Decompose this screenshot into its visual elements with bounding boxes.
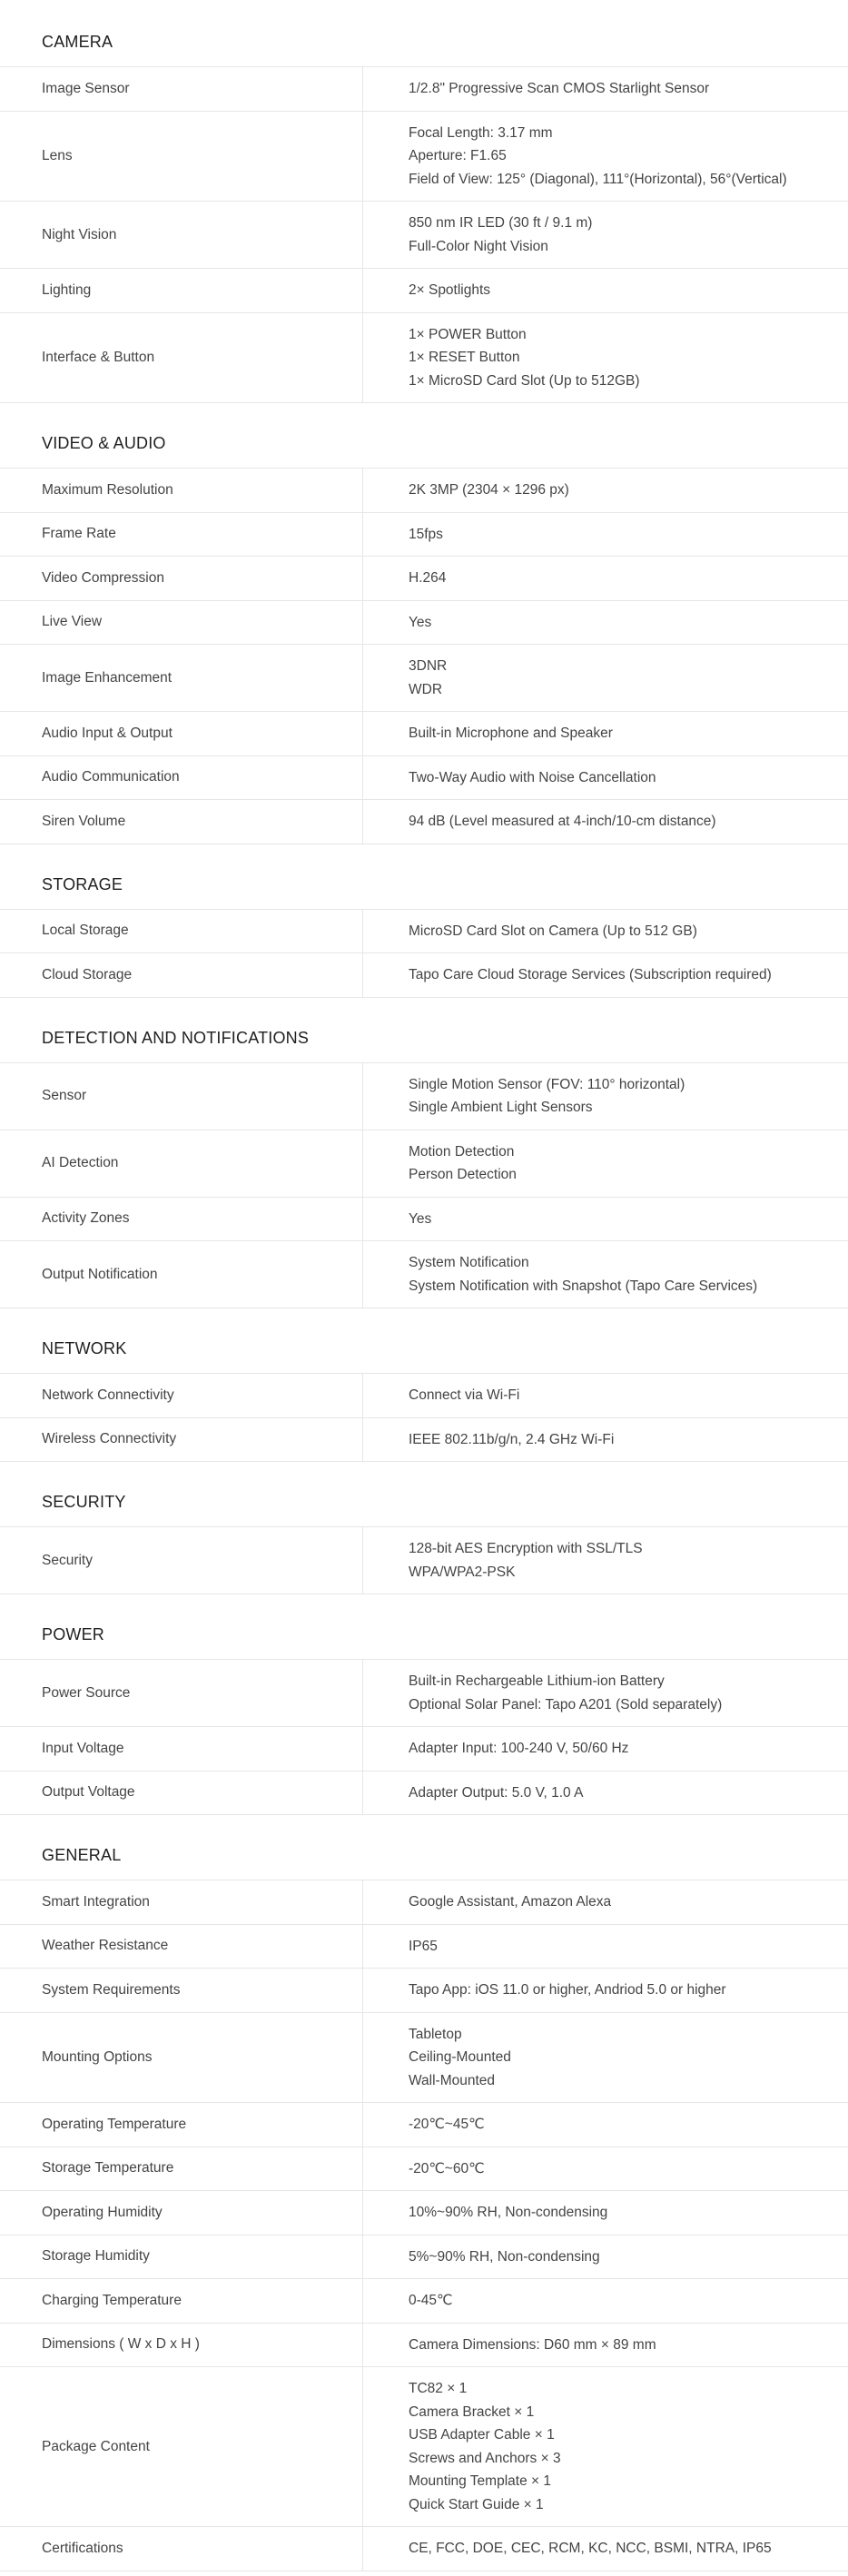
spec-row bbox=[0, 313, 848, 404]
spec-value: Single Ambient Light Sensors bbox=[409, 1100, 593, 1115]
spec-row bbox=[0, 557, 848, 601]
spec-values bbox=[363, 1527, 848, 1594]
spec-section bbox=[0, 1308, 848, 1462]
spec-value: Aperture: F1.65 bbox=[409, 148, 507, 163]
spec-label: Network Connectivity bbox=[0, 1374, 363, 1417]
spec-value: Focal Length: 3.17 mm bbox=[409, 124, 553, 141]
spec-label: Storage Humidity bbox=[0, 2235, 363, 2279]
spec-values bbox=[363, 2147, 848, 2191]
spec-values bbox=[363, 2367, 848, 2526]
section-title: CAMERA bbox=[0, 13, 848, 67]
spec-row bbox=[0, 1374, 848, 1418]
spec-values bbox=[363, 910, 848, 953]
spec-values bbox=[363, 1130, 848, 1197]
spec-values bbox=[363, 953, 848, 997]
spec-value: 1/2.8" Progressive Scan CMOS Starlight Sensor bbox=[409, 81, 710, 96]
spec-values bbox=[363, 513, 848, 557]
spec-row bbox=[0, 2279, 848, 2324]
section-title: POWER bbox=[0, 1594, 848, 1660]
spec-value: 2× Spotlights bbox=[409, 282, 491, 298]
spec-value: System Notification with Snapshot (Tapo Care Services) bbox=[409, 1278, 758, 1294]
spec-table bbox=[0, 1527, 848, 1594]
spec-section bbox=[0, 1815, 848, 2571]
spec-values bbox=[363, 1418, 848, 1462]
spec-value: Built-in Microphone and Speaker bbox=[409, 725, 613, 741]
spec-value: 1× POWER Button bbox=[409, 326, 527, 342]
spec-value: 850 nm IR LED (30 ft / 9.1 m) bbox=[409, 215, 593, 231]
spec-row bbox=[0, 67, 848, 112]
spec-row bbox=[0, 112, 848, 202]
spec-label: AI Detection bbox=[0, 1130, 363, 1197]
spec-label: System Requirements bbox=[0, 1969, 363, 2012]
spec-values bbox=[363, 2103, 848, 2147]
spec-row bbox=[0, 1660, 848, 1727]
spec-value: Two-Way Audio with Noise Cancellation bbox=[409, 769, 656, 785]
spec-row bbox=[0, 2527, 848, 2571]
spec-row bbox=[0, 2367, 848, 2527]
spec-values bbox=[363, 313, 848, 403]
spec-value: Camera Dimensions: D60 mm × 89 mm bbox=[409, 2336, 656, 2353]
spec-value: Person Detection bbox=[409, 1167, 517, 1182]
spec-label: Frame Rate bbox=[0, 513, 363, 557]
section-title: GENERAL bbox=[0, 1815, 848, 1880]
spec-values bbox=[363, 469, 848, 512]
spec-row bbox=[0, 1727, 848, 1772]
spec-table bbox=[0, 469, 848, 844]
spec-values bbox=[363, 1374, 848, 1417]
spec-value: Wall-Mounted bbox=[409, 2072, 496, 2088]
spec-section bbox=[0, 13, 848, 403]
spec-label: Night Vision bbox=[0, 202, 363, 268]
section-title: SECURITY bbox=[0, 1462, 848, 1527]
spec-row bbox=[0, 2103, 848, 2147]
spec-value: 10%~90% RH, Non-condensing bbox=[409, 2205, 608, 2220]
spec-value: 2K 3MP (2304 × 1296 px) bbox=[409, 482, 569, 498]
spec-label: Package Content bbox=[0, 2367, 363, 2526]
spec-value: Yes bbox=[409, 614, 432, 630]
spec-row bbox=[0, 756, 848, 801]
spec-values bbox=[363, 1969, 848, 2012]
spec-row bbox=[0, 2147, 848, 2192]
spec-values bbox=[363, 1063, 848, 1130]
section-title: DETECTION AND NOTIFICATIONS bbox=[0, 998, 848, 1063]
spec-value: IP65 bbox=[409, 1938, 438, 1954]
spec-row bbox=[0, 1130, 848, 1198]
spec-table bbox=[0, 1374, 848, 1462]
spec-values bbox=[363, 1925, 848, 1969]
spec-value: IEEE 802.11b/g/n, 2.4 GHz Wi-Fi bbox=[409, 1431, 615, 1447]
spec-value: System Notification bbox=[409, 1255, 529, 1270]
spec-label: Activity Zones bbox=[0, 1198, 363, 1241]
spec-label: Siren Volume bbox=[0, 800, 363, 844]
spec-row bbox=[0, 645, 848, 712]
spec-values bbox=[363, 601, 848, 645]
spec-values bbox=[363, 800, 848, 844]
spec-row bbox=[0, 269, 848, 313]
spec-row bbox=[0, 202, 848, 269]
spec-row bbox=[0, 2013, 848, 2104]
spec-row bbox=[0, 1772, 848, 1816]
spec-value: 15fps bbox=[409, 526, 443, 542]
spec-label: Dimensions ( W x D x H ) bbox=[0, 2324, 363, 2367]
spec-value: -20℃~45℃ bbox=[409, 2117, 485, 2132]
spec-row bbox=[0, 1527, 848, 1594]
spec-row bbox=[0, 469, 848, 513]
spec-label: Maximum Resolution bbox=[0, 469, 363, 512]
section-title: VIDEO & AUDIO bbox=[0, 403, 848, 469]
spec-value: Mounting Template × 1 bbox=[409, 2473, 551, 2489]
spec-value: 94 dB (Level measured at 4-inch/10-cm distance) bbox=[409, 814, 716, 829]
spec-value: Full-Color Night Vision bbox=[409, 238, 548, 254]
spec-value: WPA/WPA2-PSK bbox=[409, 1564, 516, 1580]
spec-row bbox=[0, 601, 848, 646]
spec-table bbox=[0, 910, 848, 998]
spec-value: Motion Detection bbox=[409, 1143, 515, 1160]
spec-section bbox=[0, 998, 848, 1309]
spec-label: Cloud Storage bbox=[0, 953, 363, 997]
spec-row bbox=[0, 1925, 848, 1969]
spec-value: Ceiling-Mounted bbox=[409, 2049, 511, 2065]
spec-value: Adapter Output: 5.0 V, 1.0 A bbox=[409, 1784, 584, 1801]
spec-values bbox=[363, 1727, 848, 1771]
spec-section bbox=[0, 844, 848, 998]
section-title: STORAGE bbox=[0, 844, 848, 910]
spec-section bbox=[0, 1462, 848, 1594]
spec-table bbox=[0, 1063, 848, 1309]
spec-row bbox=[0, 1063, 848, 1130]
spec-label: Lens bbox=[0, 112, 363, 202]
spec-label: Weather Resistance bbox=[0, 1925, 363, 1969]
spec-row bbox=[0, 513, 848, 558]
spec-value: Single Motion Sensor (FOV: 110° horizontal) bbox=[409, 1076, 685, 1092]
spec-label: Image Enhancement bbox=[0, 645, 363, 711]
spec-row bbox=[0, 953, 848, 998]
spec-value: MicroSD Card Slot on Camera (Up to 512 GB) bbox=[409, 923, 697, 939]
spec-values bbox=[363, 557, 848, 600]
spec-values bbox=[363, 202, 848, 268]
spec-label: Audio Input & Output bbox=[0, 712, 363, 755]
spec-value: Tapo Care Cloud Storage Services (Subscription required) bbox=[409, 967, 772, 982]
spec-label: Output Notification bbox=[0, 1241, 363, 1308]
spec-value: Built-in Rechargeable Lithium-ion Battery bbox=[409, 1673, 665, 1689]
spec-label: Mounting Options bbox=[0, 2013, 363, 2103]
spec-row bbox=[0, 2324, 848, 2368]
spec-label: Image Sensor bbox=[0, 67, 363, 111]
spec-label: Interface & Button bbox=[0, 313, 363, 403]
spec-label: Security bbox=[0, 1527, 363, 1594]
spec-row bbox=[0, 1880, 848, 1925]
spec-value: WDR bbox=[409, 681, 443, 697]
spec-label: Certifications bbox=[0, 2527, 363, 2571]
spec-values bbox=[363, 2013, 848, 2103]
spec-value: Camera Bracket × 1 bbox=[409, 2403, 535, 2420]
spec-table bbox=[0, 1660, 848, 1815]
spec-values bbox=[363, 2279, 848, 2323]
spec-row bbox=[0, 1969, 848, 2013]
spec-values bbox=[363, 1772, 848, 1815]
spec-label: Wireless Connectivity bbox=[0, 1418, 363, 1462]
spec-values bbox=[363, 1660, 848, 1726]
spec-label: Audio Communication bbox=[0, 756, 363, 800]
spec-value: USB Adapter Cable × 1 bbox=[409, 2427, 555, 2443]
spec-value: Google Assistant, Amazon Alexa bbox=[409, 1894, 612, 1910]
spec-value: Screws and Anchors × 3 bbox=[409, 2450, 561, 2466]
spec-values bbox=[363, 269, 848, 312]
spec-value: Field of View: 125° (Diagonal), 111°(Horizontal), 56°(Vertical) bbox=[409, 171, 787, 187]
spec-label: Video Compression bbox=[0, 557, 363, 600]
spec-row bbox=[0, 2235, 848, 2280]
spec-label: Storage Temperature bbox=[0, 2147, 363, 2191]
spec-label: Local Storage bbox=[0, 910, 363, 953]
spec-values bbox=[363, 712, 848, 755]
spec-label: Power Source bbox=[0, 1660, 363, 1726]
spec-label: Operating Temperature bbox=[0, 2103, 363, 2147]
spec-label: Lighting bbox=[0, 269, 363, 312]
spec-value: 128-bit AES Encryption with SSL/TLS bbox=[409, 1541, 643, 1556]
spec-row bbox=[0, 1241, 848, 1308]
spec-value: Tapo App: iOS 11.0 or higher, Andriod 5.0 or higher bbox=[409, 1982, 726, 1998]
spec-values bbox=[363, 67, 848, 111]
spec-values bbox=[363, 756, 848, 800]
spec-values bbox=[363, 645, 848, 711]
spec-label: Sensor bbox=[0, 1063, 363, 1130]
spec-row bbox=[0, 910, 848, 954]
spec-row bbox=[0, 2191, 848, 2235]
spec-section bbox=[0, 403, 848, 844]
spec-row bbox=[0, 1198, 848, 1242]
spec-value: 5%~90% RH, Non-condensing bbox=[409, 2248, 600, 2265]
spec-value: 3DNR bbox=[409, 658, 448, 674]
spec-section bbox=[0, 1594, 848, 1815]
spec-row bbox=[0, 800, 848, 844]
spec-label: Output Voltage bbox=[0, 1772, 363, 1815]
spec-label: Input Voltage bbox=[0, 1727, 363, 1771]
spec-values bbox=[363, 1880, 848, 1924]
spec-value: 1× MicroSD Card Slot (Up to 512GB) bbox=[409, 372, 640, 389]
spec-values bbox=[363, 2191, 848, 2235]
spec-value: Adapter Input: 100-240 V, 50/60 Hz bbox=[409, 1741, 629, 1756]
spec-table bbox=[0, 67, 848, 403]
spec-value: Connect via Wi-Fi bbox=[409, 1387, 520, 1403]
spec-values bbox=[363, 1241, 848, 1308]
spec-label: Smart Integration bbox=[0, 1880, 363, 1924]
spec-values bbox=[363, 2527, 848, 2571]
spec-value: 1× RESET Button bbox=[409, 350, 520, 365]
spec-values bbox=[363, 2235, 848, 2279]
spec-row bbox=[0, 712, 848, 756]
spec-row bbox=[0, 1418, 848, 1463]
spec-value: Tabletop bbox=[409, 2026, 462, 2042]
spec-values bbox=[363, 1198, 848, 1241]
spec-value: Yes bbox=[409, 1210, 432, 1227]
spec-value: Quick Start Guide × 1 bbox=[409, 2496, 544, 2512]
spec-value: TC82 × 1 bbox=[409, 2381, 468, 2396]
spec-value: H.264 bbox=[409, 570, 447, 586]
spec-value: Optional Solar Panel: Tapo A201 (Sold separately) bbox=[409, 1696, 723, 1712]
spec-label: Operating Humidity bbox=[0, 2191, 363, 2235]
spec-table bbox=[0, 1880, 848, 2571]
spec-values bbox=[363, 112, 848, 202]
section-title: NETWORK bbox=[0, 1308, 848, 1374]
spec-label: Live View bbox=[0, 601, 363, 645]
spec-value: -20℃~60℃ bbox=[409, 2160, 485, 2176]
spec-value: CE, FCC, DOE, CEC, RCM, KC, NCC, BSMI, NTRA, IP65 bbox=[409, 2541, 772, 2556]
spec-values bbox=[363, 2324, 848, 2367]
spec-value: 0-45℃ bbox=[409, 2293, 453, 2308]
spec-label: Charging Temperature bbox=[0, 2279, 363, 2323]
